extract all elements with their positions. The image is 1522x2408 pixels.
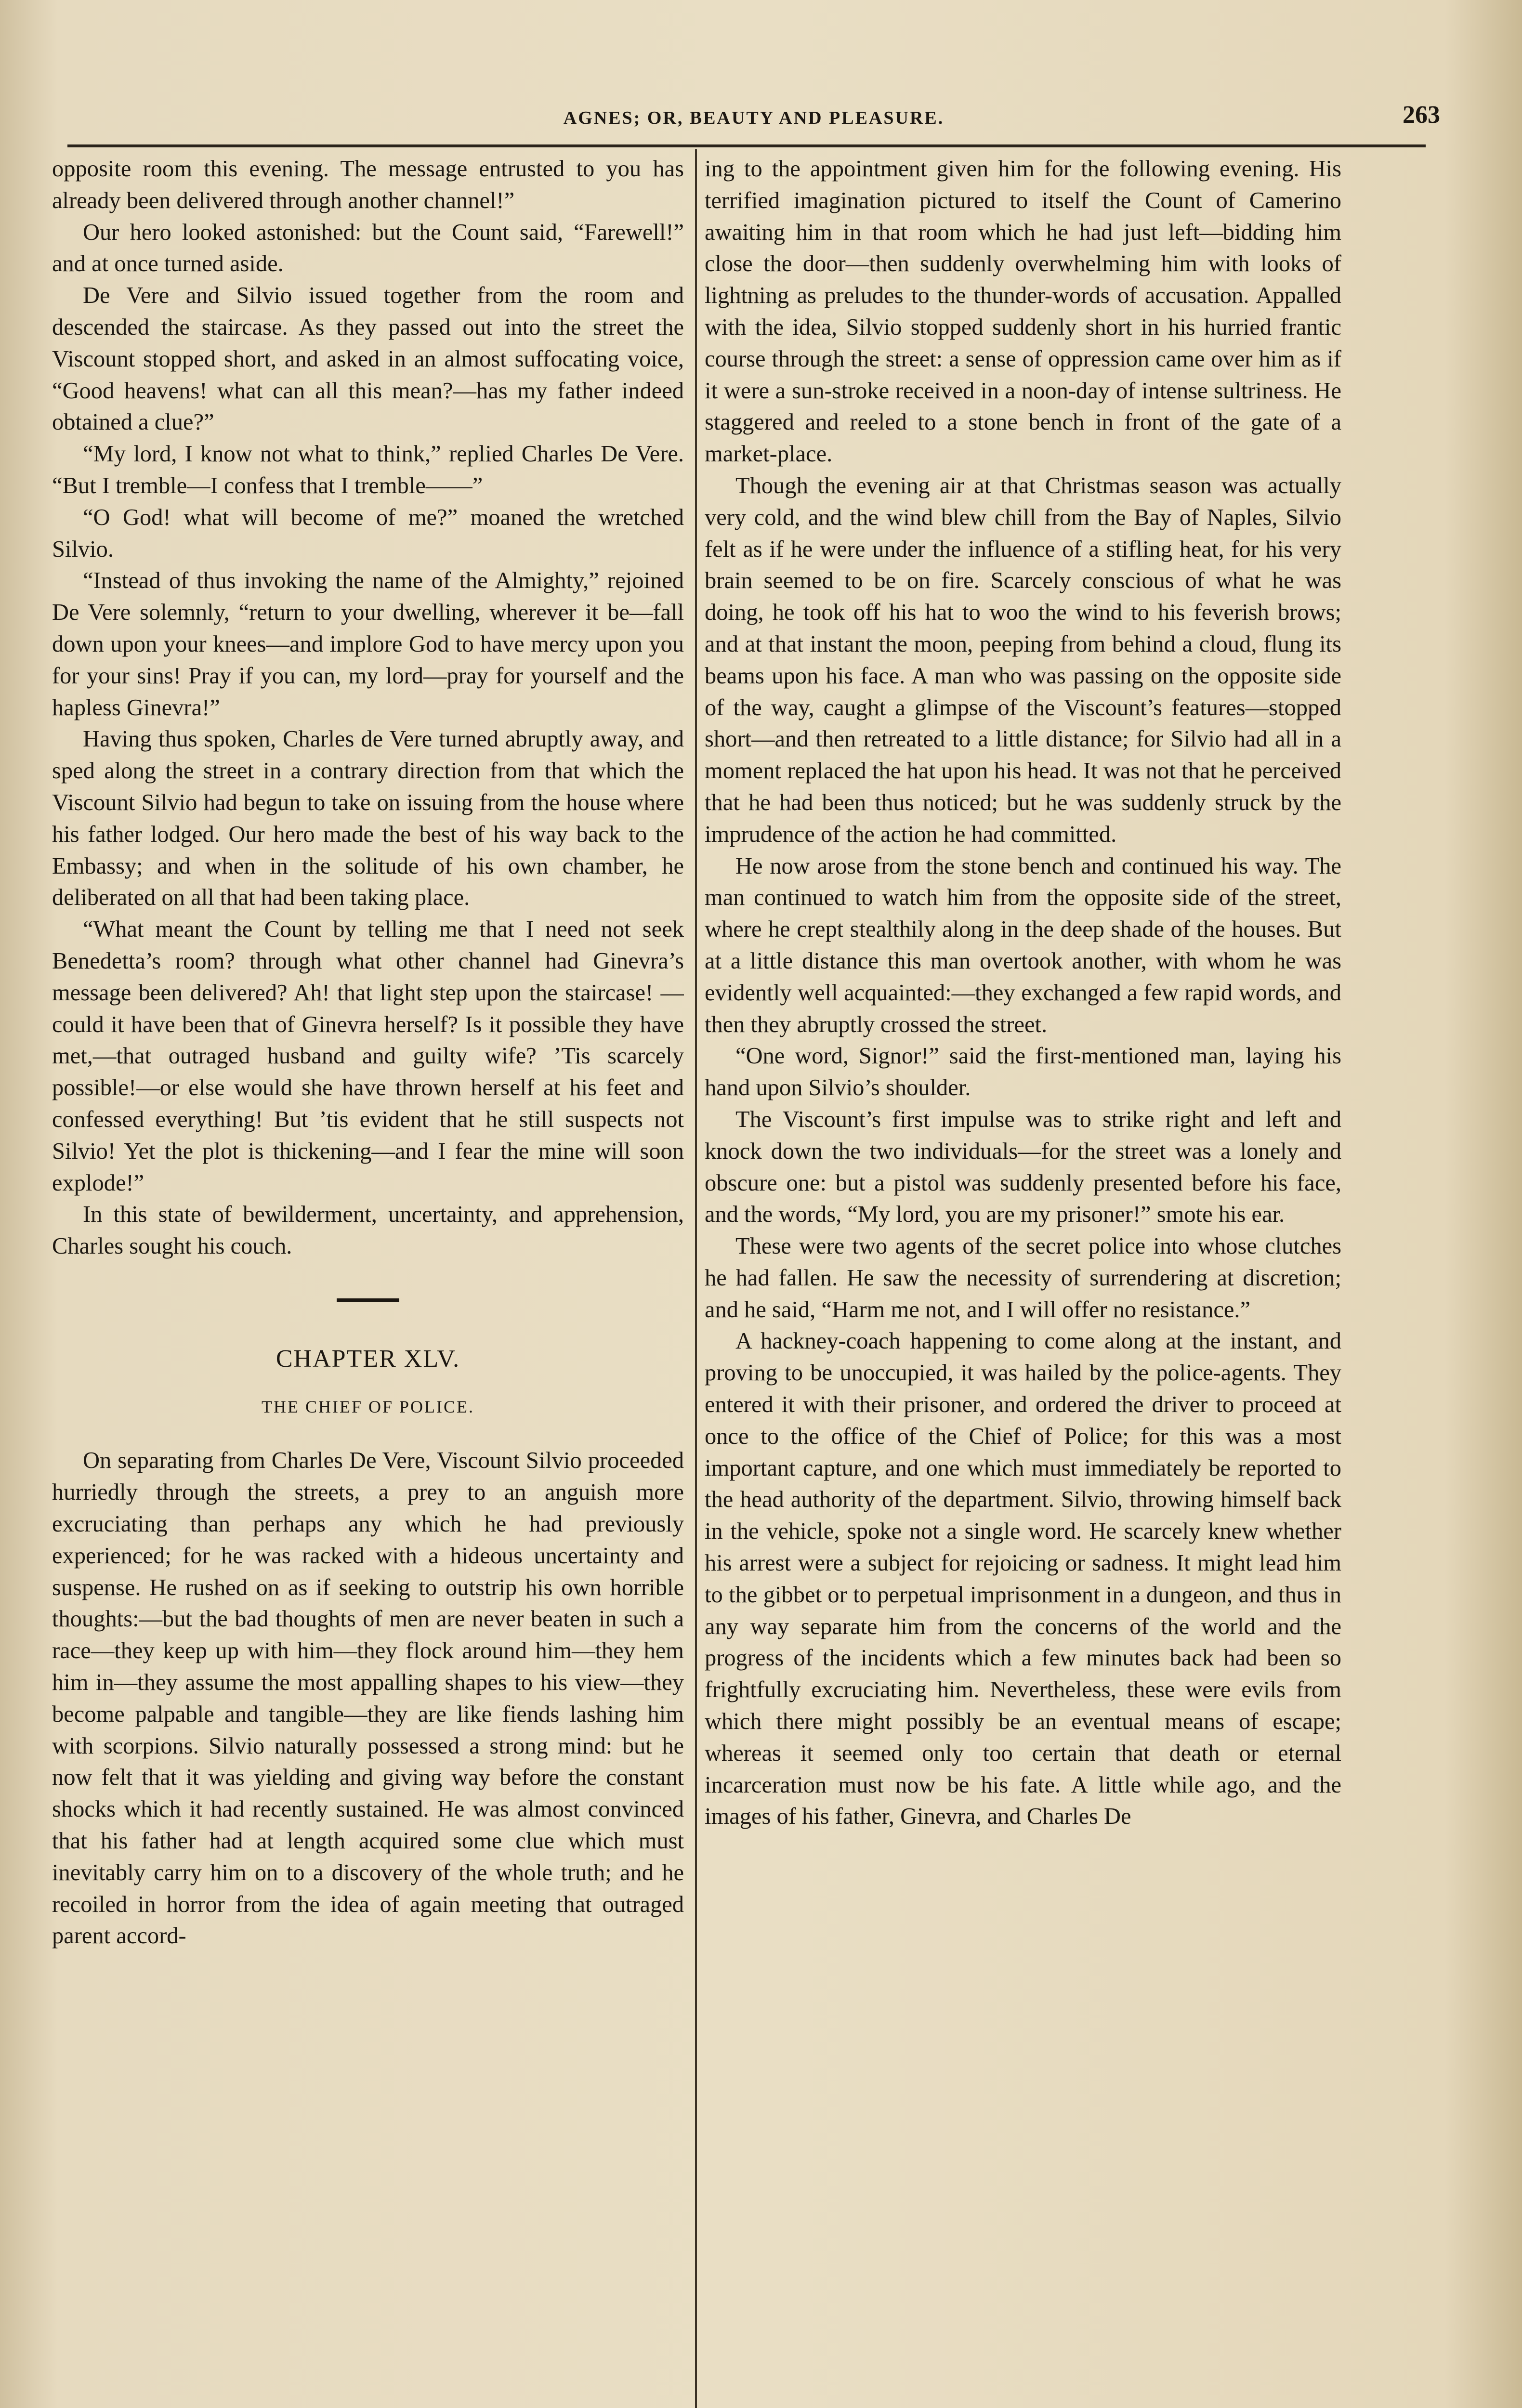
paragraph: Though the evening air at that Christmas season was actually very cold, and the wind blew chill from the Bay of Naples, Silvio felt as if he were under the influence of a stifling heat, for his very brain seemed to be on fire. Scarcely conscious of what he was doing, he took off his hat to woo the wind to his feverish brows; and at that instant the moon, peeping from behind a cloud, flung its beams upon his face. A man who was passing on the opposite side of the way, caught a glimpse of the Viscount’s features—stopped short—and then retreated to a little distance; for Silvio had all in a moment replaced the hat upon his head. It was not that he perceived that he had been thus noticed; but he was suddenly struck by the imprudence of the action he had committed. [705, 472, 1341, 847]
chapter-subtitle: THE CHIEF OF POLICE. [261, 1397, 474, 1416]
paragraph: “Instead of thus invoking the name of the Almighty,” rejoined De Vere solemnly, “return to your dwelling, wherever it be—fall down upon your knees—and implore God to have mercy upon you for your sins! Pray if you can, my lord—pray for yourself and the hapless Ginevra!” [52, 568, 684, 720]
paragraph: opposite room this evening. The message entrusted to you has already been delivered through another channel!” [52, 156, 684, 213]
header-rule [67, 144, 1426, 147]
column-divider [695, 149, 697, 2408]
paragraph: On separating from Charles De Vere, Viscount Silvio proceeded hurriedly through the streets, a prey to an anguish more excruciating than perhaps any which he had previously experienced; for he was racked with a hideous uncertainty and suspense. He rushed on as if seeking to outstrip his own horrible thoughts:—but the bad thoughts of men are never beaten in such a race—they keep up with him—they flock around him—they hem him in—they assume the most appalling shapes to his view—they become palpable and tangible—they are like fiends lashing him with scorpions. Silvio naturally possessed a strong mind: but he now felt that it was yielding and giving way before the constant shocks which it had recently sustained. He was almost convinced that his father had at length acquired some clue which must inevitably carry him on to a discovery of the whole truth; and he recoiled in horror from the idea of again meeting that outraged parent accord- [52, 1448, 684, 1949]
paragraph: A hackney-coach happening to come along at the instant, and proving to be unoccupied, it was hailed by the police-agents. They entered it with their prisoner, and ordered the driver to proceed at once to the office of the Chief of Police; for this was a most important capture, and one which must immediately be reported to the head authority of the department. Silvio, throwing himself back in the vehicle, spoke not a single word. He scarcely knew whether his arrest were a subject for rejoicing or sadness. It might lead him to the gibbet or to perpetual imprisonment in a dungeon, and thus in any way separate him from the concerns of the world and the progress of the incidents which a few minutes back had been so frightfully excruciating him. Nevertheless, these were evils from which there might possibly be an eventual means of escape; whereas it seemed only too certain that death or eternal incarceration must now be his fate. A little while ago, and the images of his father, Ginevra, and Charles De [705, 1328, 1341, 1830]
paragraph: “What meant the Count by telling me that I need not seek Benedetta’s room? through what other channel had Ginevra’s message been delivered? Ah! that light step upon the staircase! —could it have been that of Ginevra herself? Is it possible they have met,—that outraged husband and guilty wife? ’Tis scarcely possible!—or else would she have thrown herself at his feet and confessed everything! But ’tis evident that he still suspects not Silvio! Yet the plot is thickening—and I fear the mine will soon explode!” [52, 916, 684, 1196]
left-column [52, 153, 684, 2408]
paragraph: Our hero looked astonished: but the Count said, “Farewell!” and at once turned aside. [52, 219, 684, 277]
paragraph: “My lord, I know not what to think,” replied Charles De Vere. “But I tremble—I confess that I tremble——” [52, 441, 684, 498]
running-title: AGNES; OR, BEAUTY AND PLEASURE. [563, 108, 945, 128]
paragraph: These were two agents of the secret police into whose clutches he had fallen. He saw the necessity of surrendering at discretion; and he said, “Harm me not, and I will offer no resistance.” [705, 1233, 1341, 1322]
paragraph: ing to the appointment given him for the following evening. His terrified imagination pictured to itself the Count of Camerino awaiting him in that room which he had just left—bidding him close the door—then suddenly overwhelming him with looks of lightning as preludes to the thunder-words of accusation. Appalled with the idea, Silvio stopped suddenly short in his hurried frantic course through the street: a sense of oppression came over him as if it were a sun-stroke received in a noon-day of intense sultriness. He staggered and reeled to a stone bench in front of the gate of a market-place. [705, 156, 1341, 467]
paragraph: Having thus spoken, Charles de Vere turned abruptly away, and sped along the street in a contrary direction from that which the Viscount Silvio had begun to take on issuing from the house where his father lodged. Our hero made the best of his way back to the Embassy; and when in the solitude of his own chamber, he deliberated on all that had been taking place. [52, 726, 684, 911]
paragraph: “O God! what will become of me?” moaned the wretched Silvio. [52, 504, 684, 562]
page-number: 263 [1403, 101, 1440, 129]
paragraph: In this state of bewilderment, uncertainty, and apprehension, Charles sought his couch. [52, 1202, 684, 1259]
right-column [705, 153, 1341, 2408]
chapter-title: CHAPTER XLV. [276, 1345, 460, 1373]
paragraph: He now arose from the stone bench and continued his way. The man continued to watch him from the opposite side of the street, where he crept stealthily along in the deep shade of the houses. But at a little distance this man overtook another, with whom he was evidently well acquainted:—they exchanged a few rapid words, and then they abruptly crossed the street. [705, 853, 1341, 1037]
running-head [67, 94, 1440, 137]
paragraph: “One word, Signor!” said the first-mentioned man, laying his hand upon Silvio’s shoulder. [705, 1043, 1341, 1101]
paragraph: The Viscount’s first impulse was to strike right and left and knock down the two individuals—for the street was a lonely and obscure one: but a pistol was suddenly presented before his face, and the words, “My lord, you are my prisoner!” smote his ear. [705, 1106, 1341, 1228]
paragraph: De Vere and Silvio issued together from the room and descended the staircase. As they passed out into the street the Viscount stopped short, and asked in an almost suffocating voice, “Good heavens! what can all this mean?—has my father indeed obtained a clue?” [52, 283, 684, 435]
section-separator [337, 1298, 399, 1302]
